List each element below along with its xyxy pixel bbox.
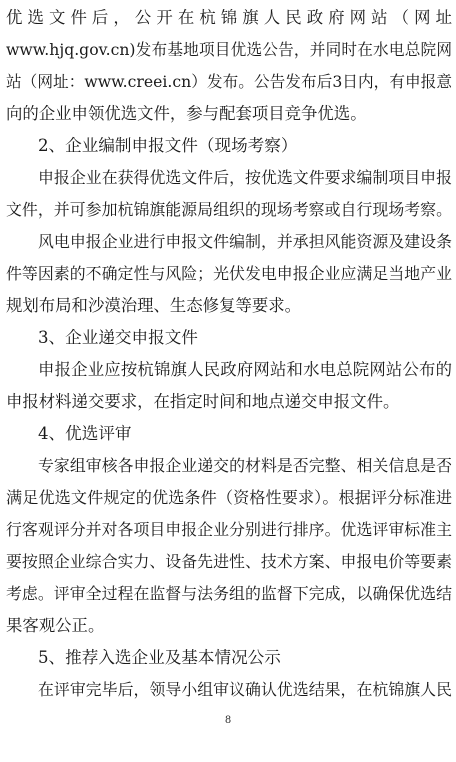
page-number: 8 (224, 715, 232, 726)
paragraph-line: 考虑。评审全过程在监督与法务组的监督下完成，以确保优选结 (6, 584, 452, 603)
section-heading: 3、企业递交申报文件 (38, 328, 198, 347)
paragraph-line: 向的企业申领优选文件，参与配套项目竞争优选。 (6, 104, 367, 123)
paragraph-line: 在评审完毕后，领导小组审议确认优选结果，在杭锦旗人民 (38, 680, 452, 699)
paragraph-line: 规划布局和沙漠治理、生态修复等要求。 (6, 296, 302, 315)
paragraph-line: 申报企业应按杭锦旗人民政府网站和水电总院网站公布的 (38, 360, 452, 379)
paragraph-line: 要按照企业综合实力、设备先进性、技术方案、申报电价等要素 (6, 552, 452, 571)
paragraph-line: 专家组审核各申报企业递交的材料是否完整、相关信息是否 (38, 456, 452, 475)
paragraph-line: 满足优选文件规定的优选条件（资格性要求）。根据评分标准进 (6, 488, 452, 507)
paragraph-line: 申报企业在获得优选文件后，按优选文件要求编制项目申报 (38, 168, 452, 187)
paragraph-line: 果客观公正。 (6, 616, 105, 635)
section-heading: 2、企业编制申报文件（现场考察） (38, 136, 298, 155)
paragraph-line: 行客观评分并对各项目申报企业分别进行排序。优选评审标准主 (6, 520, 452, 539)
paragraph-line: 风电申报企业进行申报文件编制，并承担风能资源及建设条 (38, 232, 452, 251)
section-heading: 4、优选评审 (38, 424, 132, 443)
section-heading: 5、推荐入选企业及基本情况公示 (38, 648, 281, 667)
paragraph-line: 件等因素的不确定性与风险；光伏发电申报企业应满足当地产业 (6, 264, 452, 283)
paragraph-line: 优选文件后，公开在杭锦旗人民政府网站（网址 (6, 8, 452, 27)
paragraph-line: www.hjq.gov.cn)发布基地项目优选公告，并同时在水电总院网 (6, 40, 452, 59)
paragraph-line: 申报材料递交要求，在指定时间和地点递交申报文件。 (6, 392, 400, 411)
paragraph-line: 文件，并可参加杭锦旗能源局组织的现场考察或自行现场考察。 (6, 200, 452, 219)
paragraph-line: 站（网址：www.creei.cn）发布。公告发布后3日内，有申报意 (6, 72, 452, 91)
